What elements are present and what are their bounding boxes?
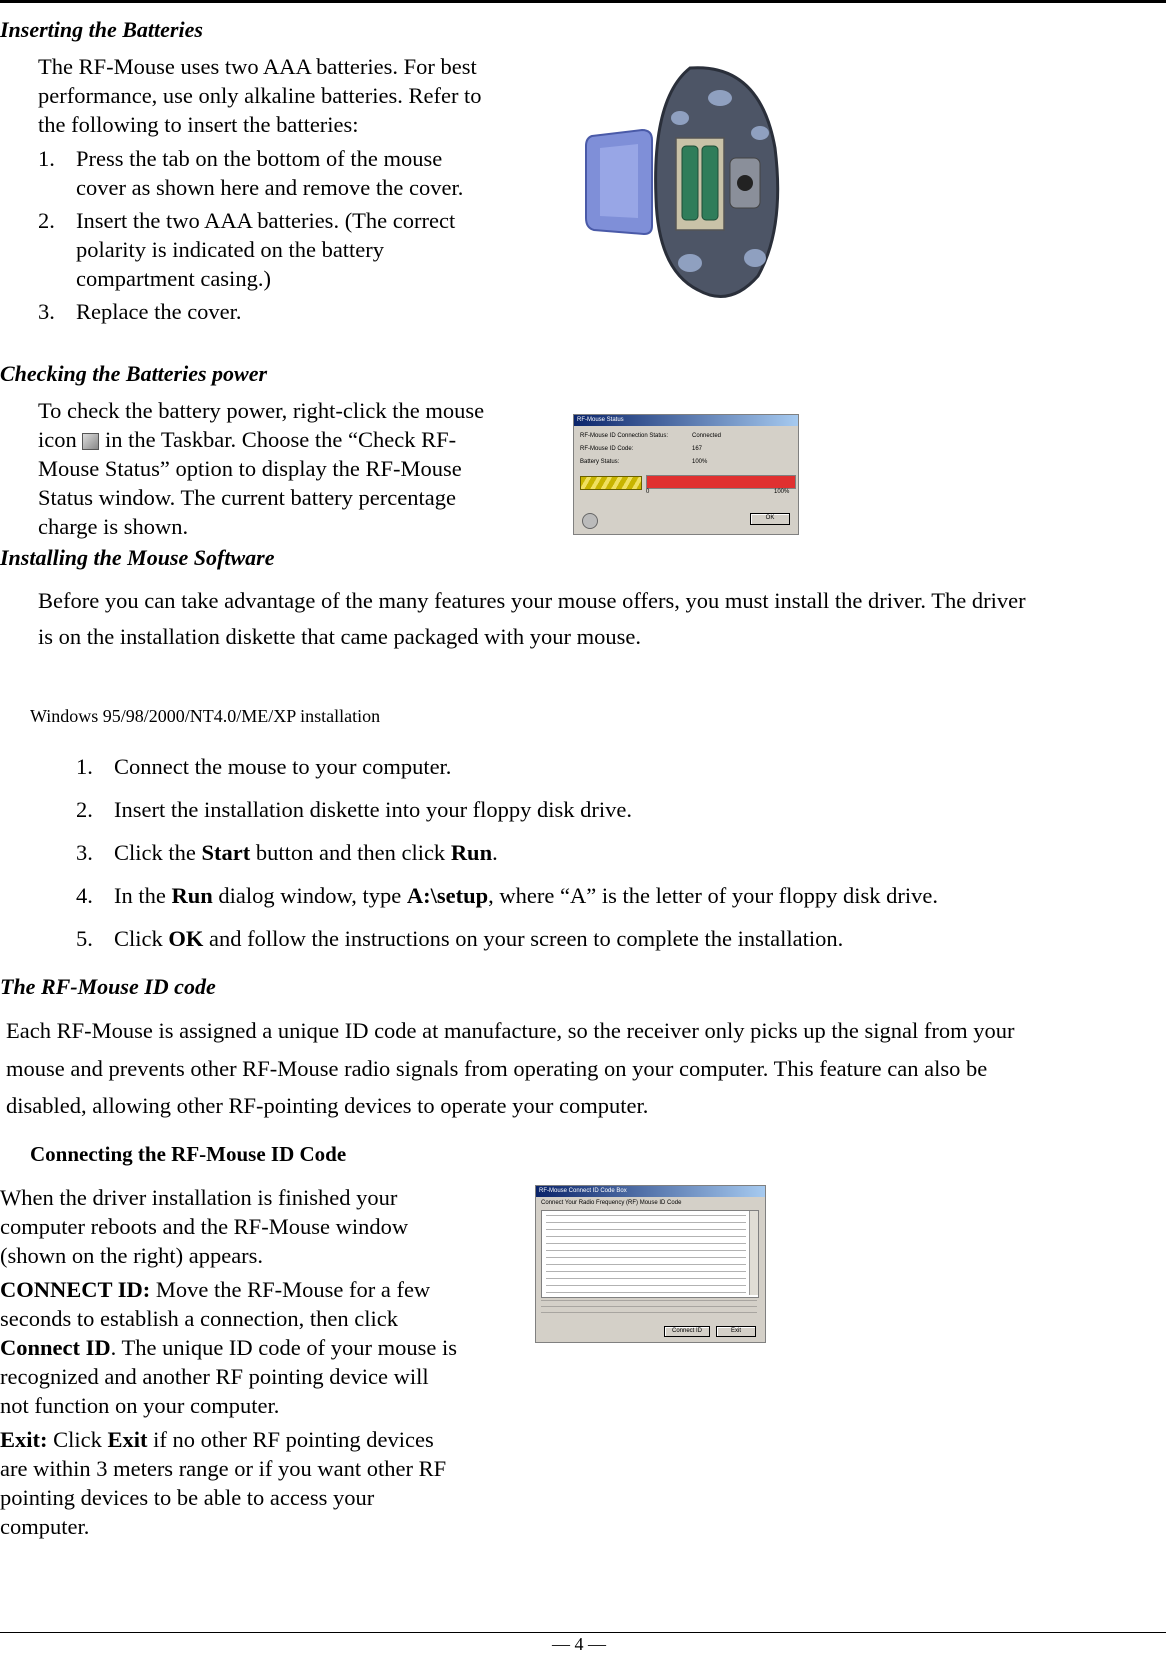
list-item: 2. Insert the two AAA batteries. (The correct polarity is indicated on the battery compartment casing.) bbox=[38, 208, 456, 291]
status-window-title: RF-Mouse Status bbox=[574, 415, 798, 426]
battery-scale-max: 100% bbox=[774, 489, 790, 495]
scrollbar[interactable] bbox=[749, 1211, 758, 1295]
list-item: 3. Click the Start button and then click Run. bbox=[76, 840, 498, 865]
mouse-foot bbox=[708, 90, 732, 106]
rf-mouse-status-window bbox=[573, 414, 799, 535]
ok-button[interactable]: OK bbox=[750, 513, 790, 525]
connecting-paragraphs: When the driver installation is finished your computer reboots and the RF-Mouse window (shown on the right) appears. CONNECT ID: Move the RF-Mouse for a few seconds to establish a connection, then click Connect ID. The unique ID code of your mouse is recognized and another RF pointing device will not function on your computer. Exit: Click Exit if no other RF pointing devices are within 3 meters range or if you want other RF pointing devices to be able to access your computer. bbox=[0, 1185, 458, 1539]
mouse-foot bbox=[744, 249, 766, 267]
heading-checking-batteries: Checking the Batteries power bbox=[0, 361, 268, 386]
mouse-foot bbox=[678, 254, 702, 272]
status-label-battery: Battery Status: bbox=[580, 459, 620, 465]
top-rule bbox=[0, 0, 1166, 3]
exit-button[interactable]: Exit bbox=[716, 1326, 756, 1337]
mouse-foot bbox=[671, 111, 689, 125]
software-intro: Before you can take advantage of the many features your mouse offers, you must install the driver. The driver is on the installation diskette that came packaged with your mouse. bbox=[38, 588, 1026, 649]
id-code-paragraph: Each RF-Mouse is assigned a unique ID code at manufacture, so the receiver only picks up the signal from your mouse and prevents other RF-Mouse radio signals from operating on your computer. This feature can also be disabled, allowing other RF-pointing devices to operate your computer. bbox=[6, 1018, 1015, 1118]
rf-mouse-connect-window bbox=[535, 1185, 766, 1343]
list-item: 5. Click OK and follow the instructions on your screen to complete the installation. bbox=[76, 926, 844, 951]
list-item: 1. Connect the mouse to your computer. bbox=[76, 754, 452, 779]
battery-aaa bbox=[682, 146, 698, 220]
mouse-battery-illustration bbox=[580, 58, 795, 303]
heading-connecting-id: Connecting the RF-Mouse ID Code bbox=[30, 1142, 347, 1166]
heading-inserting-batteries: Inserting the Batteries bbox=[0, 17, 203, 42]
status-value-id: 167 bbox=[692, 446, 703, 452]
battery-cover-highlight bbox=[600, 144, 638, 218]
battery-icon bbox=[580, 476, 642, 490]
os-label: Windows 95/98/2000/NT4.0/ME/XP installation bbox=[30, 706, 381, 726]
batteries-steps bbox=[38, 144, 598, 326]
connect-window-title: RF-Mouse Connect ID Code Box bbox=[536, 1186, 765, 1197]
status-value-battery: 100% bbox=[692, 459, 708, 465]
rf-option-text bbox=[541, 1300, 757, 1318]
page-number: — 4 — bbox=[552, 1634, 606, 1654]
battery-aaa bbox=[702, 146, 718, 220]
status-value-connection: Connected bbox=[692, 433, 722, 439]
batteries-intro: The RF-Mouse uses two AAA batteries. For best performance, use only alkaline batteries. Refer to the following to insert the batteries: bbox=[38, 54, 482, 137]
install-steps bbox=[0, 752, 1100, 967]
list-item: 2. Insert the installation diskette into your floppy disk drive. bbox=[76, 797, 633, 822]
mouse-foot bbox=[751, 126, 769, 140]
bottom-rule bbox=[0, 1632, 1166, 1633]
list-item: 4. In the Run dialog window, type A:\setup, where “A” is the letter of your floppy disk drive. bbox=[76, 883, 939, 908]
instructions-text-lines bbox=[546, 1215, 746, 1293]
list-item: 1. Press the tab on the bottom of the mouse cover as shown here and remove the cover. bbox=[38, 146, 464, 200]
status-label-id: RF-Mouse ID Code: bbox=[580, 446, 634, 452]
battery-progress-fill bbox=[647, 476, 795, 488]
heading-installing-software: Installing the Mouse Software bbox=[0, 545, 275, 570]
status-label-connection: RF-Mouse ID Connection Status: bbox=[580, 433, 669, 439]
list-item: 3. Replace the cover. bbox=[38, 299, 242, 324]
connect-instructions-box bbox=[541, 1210, 759, 1298]
connect-id-button[interactable]: Connect ID bbox=[664, 1326, 710, 1337]
battery-progress-track bbox=[646, 475, 796, 489]
connect-window-subtitle: Connect Your Radio Frequency (RF) Mouse ID Code bbox=[541, 1200, 682, 1206]
sensor-ball bbox=[737, 175, 753, 191]
heading-id-code: The RF-Mouse ID code bbox=[0, 974, 216, 999]
mouse-icon bbox=[582, 513, 598, 529]
rf-mouse-tray-icon bbox=[82, 433, 99, 450]
power-paragraph: To check the battery power, right-click the mouse icon in the Taskbar. Choose the “Check RF- Mouse Status” option to display the RF-Mouse Status window. The current battery percentage charge is shown. bbox=[38, 398, 485, 539]
battery-scale-min: 0 bbox=[646, 489, 650, 495]
